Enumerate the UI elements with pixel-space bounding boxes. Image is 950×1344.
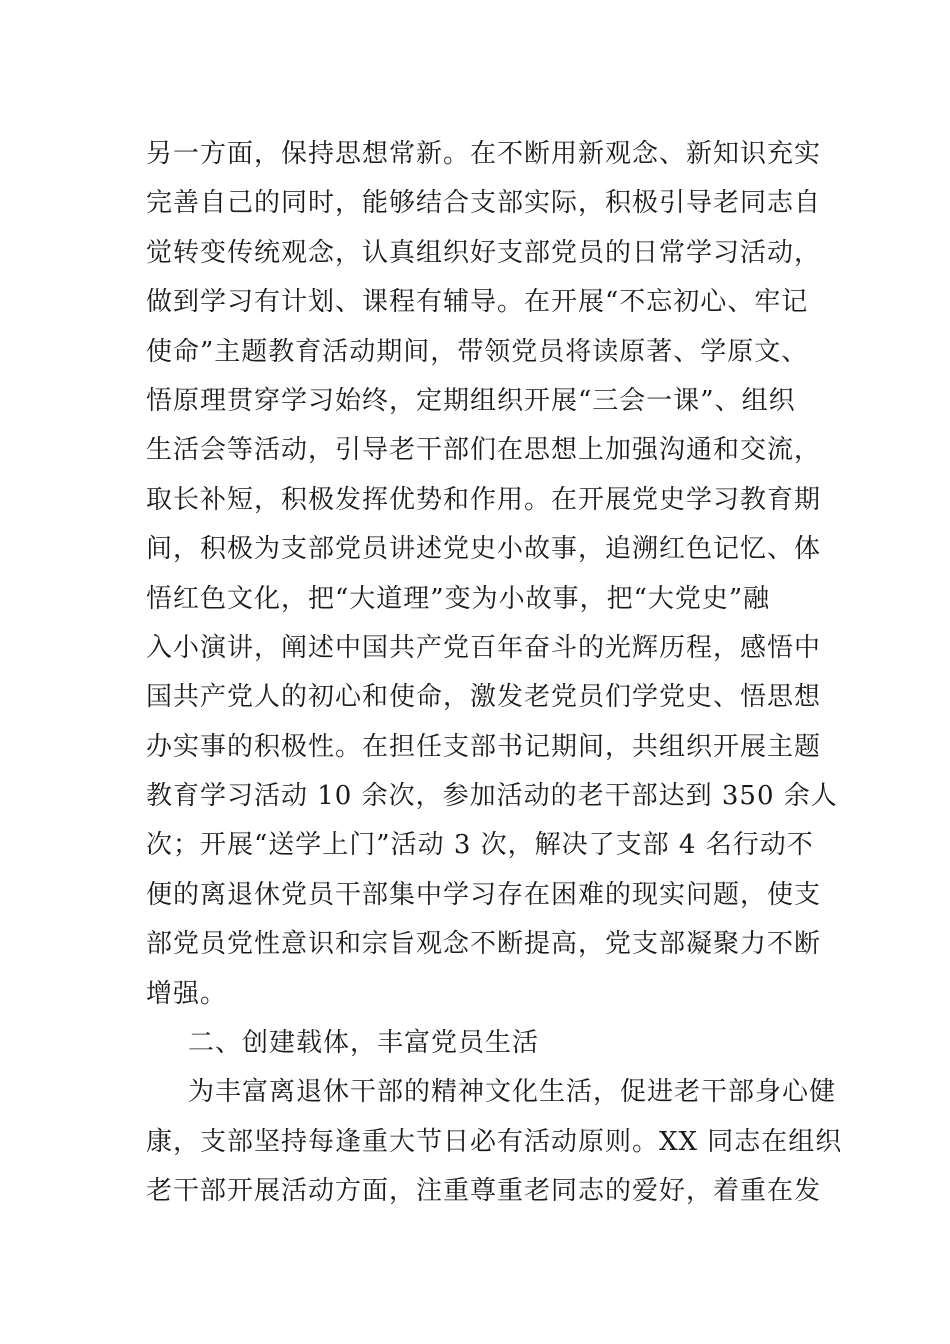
text-line: 取长补短，积极发挥优势和作用。在开展党史学习教育期 (146, 484, 822, 515)
document-body (146, 130, 843, 1217)
text-line: 使命”主题教育活动期间，带领党员将读原著、学原文、 (146, 336, 809, 367)
text-line: 悟原理贯穿学习始终，定期组织开展“三会一课”、组织 (146, 385, 796, 416)
text-line: 国共产党人的初心和使命，激发老党员们学党史、悟思想 (146, 682, 822, 713)
text-line: 为丰富离退休干部的精神文化生活，促进老干部身心健 (188, 1077, 837, 1108)
text-line: 办实事的积极性。在担任支部书记期间，共组织开展主题 (146, 731, 822, 762)
text-line: 悟红色文化，把“大道理”变为小故事，把“大党史”融 (146, 583, 771, 614)
text-line: 次；开展“送学上门”活动 3 次，解决了支部 4 名行动不 (146, 830, 814, 861)
text-line: 二、创建载体，丰富党员生活 (188, 1028, 540, 1059)
text-line: 另一方面，保持思想常新。在不断用新观念、新知识充实 (146, 139, 822, 169)
text-line: 康，支部坚持每逢重大节日必有活动原则。XX 同志在组织 (146, 1126, 843, 1157)
text-line: 觉转变传统观念，认真组织好支部党员的日常学习活动， (146, 237, 822, 268)
text-line: 入小演讲，阐述中国共产党百年奋斗的光辉历程，感悟中 (146, 632, 822, 663)
text-line: 增强。 (146, 978, 228, 1009)
text-line: 生活会等活动，引导老干部们在思想上加强沟通和交流， (146, 435, 822, 466)
text-line: 便的离退休党员干部集中学习存在困难的现实问题，使支 (146, 879, 822, 910)
text-line: 老干部开展活动方面，注重尊重老同志的爱好，着重在发 (146, 1176, 822, 1207)
text-line: 部党员党性意识和宗旨观念不断提高，党支部凝聚力不断 (146, 929, 822, 960)
text-line: 教育学习活动 10 余次，参加活动的老干部达到 350 余人 (146, 781, 838, 812)
text-line: 做到学习有计划、课程有辅导。在开展“不忘初心、牢记 (146, 287, 809, 318)
text-line: 间，积极为支部党员讲述党史小故事，追溯红色记忆、体 (146, 534, 822, 565)
text-line: 完善自己的同时，能够结合支部实际，积极引导老同志自 (146, 188, 822, 219)
